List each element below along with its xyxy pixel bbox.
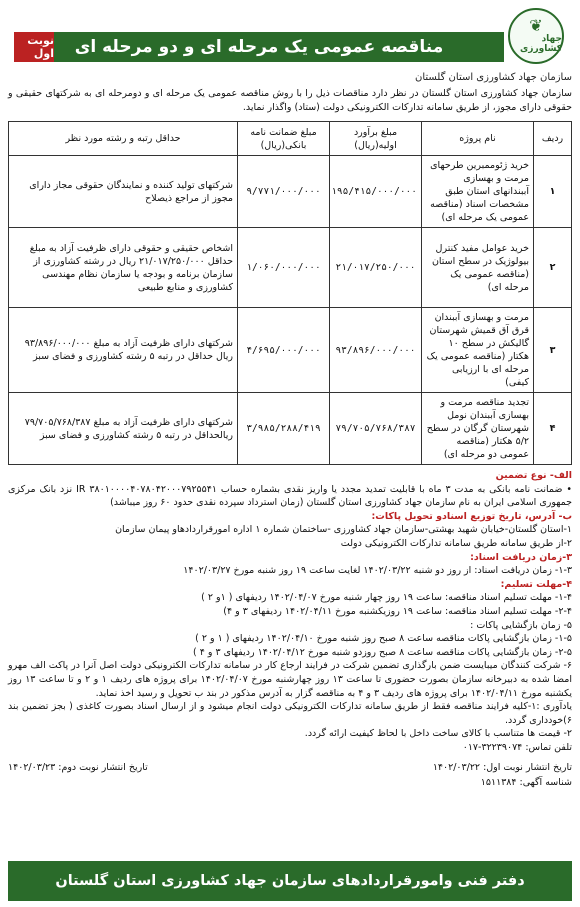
address-item-1: ۱-استان گلستان-خیابان شهید بهشتی-سازمان جهاد کشاورزی -ساختمان شماره ۱ اداره امورقراردادهاو پیمان سازمان (115, 524, 572, 536)
opening-item-1: ۱-۵- زمان بازگشایی پاکات مناقصه ساعت ۸ صبح روز شنبه مورخ ۱۴۰۲/۰۴/۱۰ ردیفهای ( ۱ و ۲ ) (195, 633, 572, 645)
section-address: ب- آدرس، تاریخ توزیع اسنادو تحویل پاکات: (371, 510, 572, 522)
table-header-row (9, 122, 572, 156)
tender-table (8, 121, 572, 465)
publication-dates (8, 762, 572, 773)
row-project: تجدید مناقصه مرمت و بهسازی آببندان نومل شهرستان گرگان در سطح ۵/۲ هکتار (مناقصه عمومی دو مرحله ای) (422, 393, 534, 465)
row-estimate: ۹۳/۸۹۶/۰۰۰/۰۰۰ (330, 308, 422, 393)
section-receive-docs: ۳-زمان دریافت اسناد: (470, 551, 572, 563)
table-row (9, 393, 572, 465)
section-guarantee-type: الف- نوع تضمین (495, 470, 572, 481)
address-item-2: ۲-از طریق سامانه طریق سامانه تدارکات الکترونیکی دولت (340, 537, 572, 549)
contact-phone: تلفن تماس: ۳۲۲۳۹۰۷۴-۰۱۷ (462, 741, 572, 753)
logo-text: جهاد کشاورزی (520, 34, 562, 54)
header (8, 6, 572, 64)
row-guarantee: ۴/۶۹۵/۰۰۰/۰۰۰ (238, 308, 330, 393)
col-header-guarantee: مبلغ ضمانت نامه بانکی(ریال) (238, 122, 330, 156)
row-condition: شرکتهای دارای ظرفیت آزاد به مبلغ ۷۹/۷۰۵/۷۶۸/۳۸۷ ریالحداقل در رتبه ۵ رشته کشاورزی و فضای سبز (9, 393, 238, 465)
row-estimate: ۱۹۵/۴۱۵/۰۰۰/۰۰۰ (330, 156, 422, 228)
first-publication-date: تاریخ انتشار نوبت اول: ۱۴۰۲/۰۳/۲۲ (432, 762, 572, 774)
row-index: ۳ (534, 308, 572, 393)
col-header-index: ردیف (534, 122, 572, 156)
row-guarantee: ۱/۰۶۰/۰۰۰/۰۰۰ (238, 228, 330, 308)
row-project: خرید ژئوممبرین طرحهای مرمت و بهسازی آببندانهای استان طبق مشخصات اسناد (مناقصه عمومی یک مرحله ای) (422, 156, 534, 228)
table-row (9, 308, 572, 393)
page-title: مناقصه عمومی یک مرحله ای و دو مرحله ای (14, 32, 504, 62)
row-condition: اشخاص حقیقی و حقوقی دارای ظرفیت آزاد به مبلغ حداقل ۲۱/۰۱۷/۲۵۰/۰۰۰ ریال در رشته کشاورزی از سازمان برنامه و بودجه یا سازمان نظام مهندسی کشاورزی و منابع طبیعی (9, 228, 238, 308)
row-guarantee: ۹/۷۷۱/۰۰۰/۰۰۰ (238, 156, 330, 228)
leaf-icon: ❦ (529, 16, 543, 35)
second-publication-date: تاریخ انتشار نوبت دوم: ۱۴۰۲/۰۳/۲۳ (8, 762, 148, 774)
reminder-note-2: ۲- قیمت ها متناسب با کالای ساخت داخل با لحاظ کیفیت ارائه گردد. (304, 728, 572, 740)
row-condition: شرکتهای دارای ظرفیت آزاد به مبلغ ۹۳/۸۹۶/۰۰۰/۰۰۰ ریال حداقل در رتبه ۵ رشته کشاورزی و فضای سبز (9, 308, 238, 393)
col-header-estimate: مبلغ برآورد اولیه(ریال) (330, 122, 422, 156)
row-project: مرمت و بهسازی آببندان قرق آق قمیش شهرستان گالیکش در سطح ۱۰ هکتار (مناقصه عمومی یک مرحله ای با ارزیابی کیفی) (422, 308, 534, 393)
row-index: ۱ (534, 156, 572, 228)
intro-text: سازمان جهاد کشاورزی استان گلستان در نظر دارد مناقصات ذیل را با روش مناقصه عمومی یک مرحله ای و دومرحله ای به شرکتهای حقیقی و حقوقی دارای مجوز، از طریق سامانه تدارکات الکترونیکی دولت (ستاد) واگذار نماید. (8, 88, 572, 113)
row-estimate: ۷۹/۷۰۵/۷۶۸/۳۸۷ (330, 393, 422, 465)
row-condition: شرکتهای تولید کننده و نمایندگان حقوقی مجاز دارای مجوز از مراجع ذیصلاح (9, 156, 238, 228)
receive-docs-time: ۱-۳- زمان دریافت اسناد: از روز دو شنبه ۱۴۰۲/۰۳/۲۲ لغایت ساعت ۱۹ روز شنبه مورخ ۱۴۰۲/۰۳/۲۷ (183, 565, 572, 577)
table-row (9, 228, 572, 308)
ad-code: شناسه آگهی: ۱۵۱۱۳۸۴ (480, 777, 572, 789)
row-guarantee: ۳/۹۸۵/۲۸۸/۴۱۹ (238, 393, 330, 465)
footer-banner: دفتر فنی وامورقراردادهای سازمان جهاد کشاورزی استان گلستان (8, 861, 572, 901)
row-index: ۴ (534, 393, 572, 465)
col-header-project: نام پروژه (422, 122, 534, 156)
reminder-note-1: یادآوری :۱-کلیه فرایند مناقصه فقط از طریق سامانه تدارکات الکترونیکی دولت انجام میشود و از ارسال اسناد بصورت کاغذی ( بجز تضمین بند ۶)خودداری گردد. (8, 701, 572, 726)
row-project: خرید عوامل مفید کنترل بیولوژیک در سطح استان (مناقصه عمومی یک مرحله ای) (422, 228, 534, 308)
opening-item-2: ۲-۵- زمان بازگشایی پاکات مناقصه ساعت ۸ صبح روزدو شنبه مورخ ۱۴۰۲/۰۴/۱۲ ردیفهای ۳ و ۴ ) (192, 646, 572, 658)
guarantee-text: • ضمانت نامه بانکی به مدت ۳ ماه با قابلیت تمدید مجدد یا واریز نقدی بشماره حساب IR ۳۸۰۱۰۰۰۰۴۰۷۸۰۴۲۰۰۰۷۹۲۵۵۴۱ نزد بانک مرکزی جمهوری اسلامی ایران به نام سازمان جهاد کشاورزی استان گلستان (زمان استرداد سپرده نقدی حدود ۶۰ روز میباشد) (8, 483, 572, 509)
row-estimate: ۲۱/۰۱۷/۲۵۰/۰۰۰ (330, 228, 422, 308)
submission-instruction: ۶- شرکت کنندگان میبایست ضمن بارگذاری تضمین شرکت در فرایند ارجاع کار در سامانه تدارکات الکترونیکی دولت اصل آنرا در پاکت الف مهرو امضا شده به دبیرخانه سازمان بصورت حضوری تا ساعت ۱۳ روز چهارشنبه مورخ ۱۴۰۲/۰۴/۰۷ برای پروژه های ردیف ۱ و ۲ و تا ساعت ۱۳ روز یکشنبه مورخ ۱۴۰۲/۰۴/۱۱ برای پروژه های ردیف ۳ و ۴ به مناقصه گزار به آدرس مذکور در بند ب تحویل و رسید اخذ نماید. (8, 660, 572, 699)
deadline-item-2: ۲-۴- مهلت تسلیم اسناد مناقصه: ساعت ۱۹ روزیکشنبه مورخ ۱۴۰۲/۰۴/۱۱ ردیفهای ۳ و ۴) (223, 605, 572, 617)
deadline-item-1: ۱-۴- مهلت تسلیم اسناد مناقصه: ساعت ۱۹ روز چهار شنبه مورخ ۱۴۰۲/۰۴/۰۷ ردیفهای ( ۱و ۲ ) (201, 592, 572, 604)
section-deadline: ۴-مهلت تسلیم: (500, 578, 572, 590)
organization-name: سازمان جهاد کشاورزی استان گلستان (414, 72, 572, 83)
row-index: ۲ (534, 228, 572, 308)
opening-title: ۵- زمان بازگشایی پاکات : (470, 619, 572, 631)
first-publication-tag: نوبت اول (14, 32, 54, 62)
table-row (9, 156, 572, 228)
tender-details (8, 469, 572, 754)
organization-logo (508, 8, 564, 64)
col-header-condition: حداقل رتبه و رشته مورد نظر (9, 122, 238, 156)
